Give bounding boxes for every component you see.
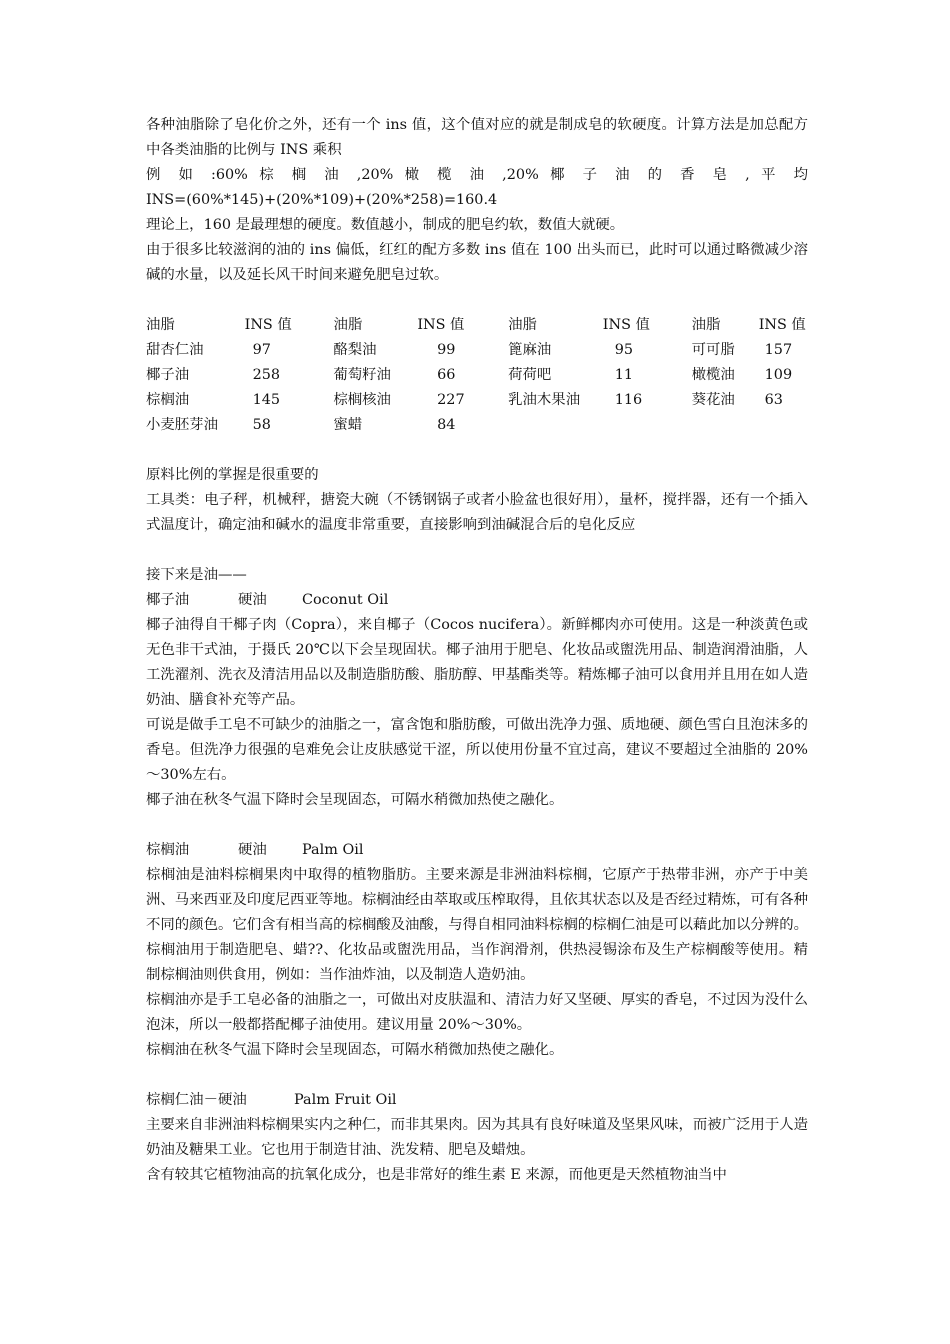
header-cell: INS 值 xyxy=(244,317,292,333)
oil-name-cell: 葵花油 xyxy=(691,392,735,408)
coconut-type: 硬油 xyxy=(238,592,267,608)
header-cell: 油脂 xyxy=(146,317,175,333)
header-cell: INS 值 xyxy=(417,317,465,333)
ins-value-cell: 11 xyxy=(614,367,634,383)
oil-name-cell: 葡萄籽油 xyxy=(333,367,391,383)
header-cell: 油脂 xyxy=(333,317,363,333)
oil-name-cell: 蜜蜡 xyxy=(333,417,363,433)
ins-note-paragraph: 由于很多比较滋润的油的 ins 偏低，红红的配方多数 ins 值在 100 出头而已，此时可以通过略微减少溶碱的水量，以及延长风干时间来避免肥皂过软。 xyxy=(146,242,808,283)
coconut-name: 椰子油 xyxy=(146,592,190,608)
oil-name-cell: 椰子油 xyxy=(146,367,190,383)
palm-kernel-paragraph-2: 含有较其它植物油高的抗氧化成分，也是非常好的维生素 E 来源，而他更是天然植物油当中 xyxy=(146,1167,727,1183)
oil-name-cell: 酪梨油 xyxy=(333,342,377,358)
table-row xyxy=(146,388,808,413)
ins-value-cell: 95 xyxy=(614,342,634,358)
header-cell: INS 值 xyxy=(758,317,806,333)
oil-name-cell: 棕榈油 xyxy=(146,392,190,408)
oil-name-cell: 篦麻油 xyxy=(508,342,552,358)
oil-name-cell xyxy=(508,413,603,438)
oil-name-cell xyxy=(692,413,759,438)
header-cell: INS 值 xyxy=(602,317,650,333)
ins-value-cell: 84 xyxy=(437,417,456,433)
oil-name-cell: 荷荷吧 xyxy=(508,367,552,383)
palm-english: Palm Oil xyxy=(302,842,364,858)
table-row xyxy=(146,363,808,388)
ins-value-cell: 66 xyxy=(437,367,456,383)
header-cell: 油脂 xyxy=(508,317,537,333)
oil-name-cell: 小麦胚芽油 xyxy=(146,417,218,433)
ins-value-cell: 157 xyxy=(764,342,793,358)
oil-name-cell: 棕榈核油 xyxy=(333,392,391,408)
ins-value-cell: 227 xyxy=(437,392,465,408)
ratio-note: 原料比例的掌握是很重要的 xyxy=(146,467,319,483)
document-page xyxy=(146,113,808,1188)
table-row xyxy=(146,413,808,438)
palm-name: 棕榈油 xyxy=(146,842,190,858)
ins-table-header xyxy=(146,313,808,338)
example-formula: INS=(60%*145)+(20%*109)+(20%*258)=160.4 xyxy=(146,192,498,208)
ins-value-cell: 258 xyxy=(252,367,281,383)
ins-table xyxy=(146,313,808,438)
oil-name-cell: 甜杏仁油 xyxy=(146,342,204,358)
palm-kernel-english: Palm Fruit Oil xyxy=(294,1092,397,1108)
ins-value-cell xyxy=(759,413,808,438)
palm-paragraph-1: 棕榈油是油料棕榈果肉中取得的植物脂肪。主要来源是非洲油料棕榈，它原产于热带非洲，亦产于中美洲、马来西亚及印度尼西亚等地。棕榈油经由萃取或压榨取得，且依其状态以及是否经过精炼，可有各种不同的颜色。它们含有相当高的棕榈酸及油酸，与得自相同油料棕榈的棕榈仁油是可以藉此加以分辨的。 xyxy=(146,867,808,933)
ins-value-cell xyxy=(603,413,692,438)
table-row xyxy=(146,338,808,363)
ins-value-cell: 99 xyxy=(437,342,456,358)
ins-value-cell: 63 xyxy=(764,392,783,408)
oil-name-cell: 乳油木果油 xyxy=(508,392,581,408)
ins-value-cell: 145 xyxy=(252,392,281,408)
example-line: 例 如 :60% 棕 榈 油 ,20% 橄 榄 油 ,20% 椰 子 油 的 香 皂 , 平 均 xyxy=(146,167,808,183)
ins-value-cell: 109 xyxy=(764,367,793,383)
palm-type: 硬油 xyxy=(238,842,267,858)
coconut-paragraph-2: 可说是做手工皂不可缺少的油脂之一，富含饱和脂肪酸，可做出洗净力强、质地硬、颜色雪白且泡沫多的香皂。但洗净力很强的皂难免会让皮肤感觉干涩，所以使用份量不宜过高，建议不要超过全油脂的 20%～30%左右。 xyxy=(146,717,808,783)
coconut-heading xyxy=(146,588,808,613)
palm-kernel-heading xyxy=(146,1088,808,1113)
palm-heading xyxy=(146,838,808,863)
palm-paragraph-3: 棕榈油亦是手工皂必备的油脂之一，可做出对皮肤温和、清洁力好又坚硬、厚实的香皂，不过因为没什么泡沫，所以一般都搭配椰子油使用。建议用量 20%～30%。 xyxy=(146,992,808,1033)
header-cell: 油脂 xyxy=(691,317,721,333)
palm-kernel-name: 棕榈仁油－硬油 xyxy=(146,1092,247,1108)
palm-kernel-paragraph-1: 主要来自非洲油料棕榈果实内之种仁，而非其果肉。因为其具有良好味道及坚果风味，而被广泛用于人造奶油及糖果工业。它也用于制造甘油、洗发精、肥皂及蜡烛。 xyxy=(146,1117,808,1158)
intro-paragraph: 各种油脂除了皂化价之外，还有一个 ins 值，这个值对应的就是制成皂的软硬度。计算方法是加总配方中各类油脂的比例与 INS 乘积 xyxy=(146,117,808,158)
oils-intro: 接下来是油—— xyxy=(146,567,247,583)
ins-value-cell: 97 xyxy=(252,342,271,358)
oil-name-cell: 橄榄油 xyxy=(691,367,735,383)
coconut-english: Coconut Oil xyxy=(302,592,389,608)
palm-paragraph-2: 棕榈油用于制造肥皂、蜡??、化妆品或盥洗用品，当作润滑剂，供热浸锡涂布及生产棕榈酸等使用。精制棕榈油则供食用，例如：当作油炸油，以及制造人造奶油。 xyxy=(146,942,808,983)
coconut-paragraph-1: 椰子油得自干椰子肉（Copra），来自椰子（Cocos nucifera）。新鲜椰肉亦可使用。这是一种淡黄色或无色非干式油，于摄氏 20℃以下会呈现固状。椰子油用于肥皂、化妆品或盥洗用品、制造润滑油脂，人工洗濯剂、洗衣及清洁用品以及制造脂肪酸、脂肪醇、甲基酯类等。精炼椰子油可以食用并且用在如人造奶油、膳食补充等产品。 xyxy=(146,617,808,708)
oil-name-cell: 可可脂 xyxy=(691,342,735,358)
palm-paragraph-4: 棕榈油在秋冬气温下降时会呈现固态，可隔水稍微加热使之融化。 xyxy=(146,1042,564,1058)
theory-paragraph: 理论上，160 是最理想的硬度。数值越小，制成的肥皂约软，数值大就硬。 xyxy=(146,217,625,233)
ins-value-cell: 58 xyxy=(252,417,271,433)
ins-value-cell: 116 xyxy=(614,392,643,408)
tools-paragraph: 工具类：电子秤，机械秤，搪瓷大碗（不锈钢锅子或者小脸盆也很好用），量杯，搅拌器，还有一个插入式温度计，确定油和碱水的温度非常重要，直接影响到油碱混合后的皂化反应 xyxy=(146,492,808,533)
coconut-paragraph-3: 椰子油在秋冬气温下降时会呈现固态，可隔水稍微加热使之融化。 xyxy=(146,792,564,808)
